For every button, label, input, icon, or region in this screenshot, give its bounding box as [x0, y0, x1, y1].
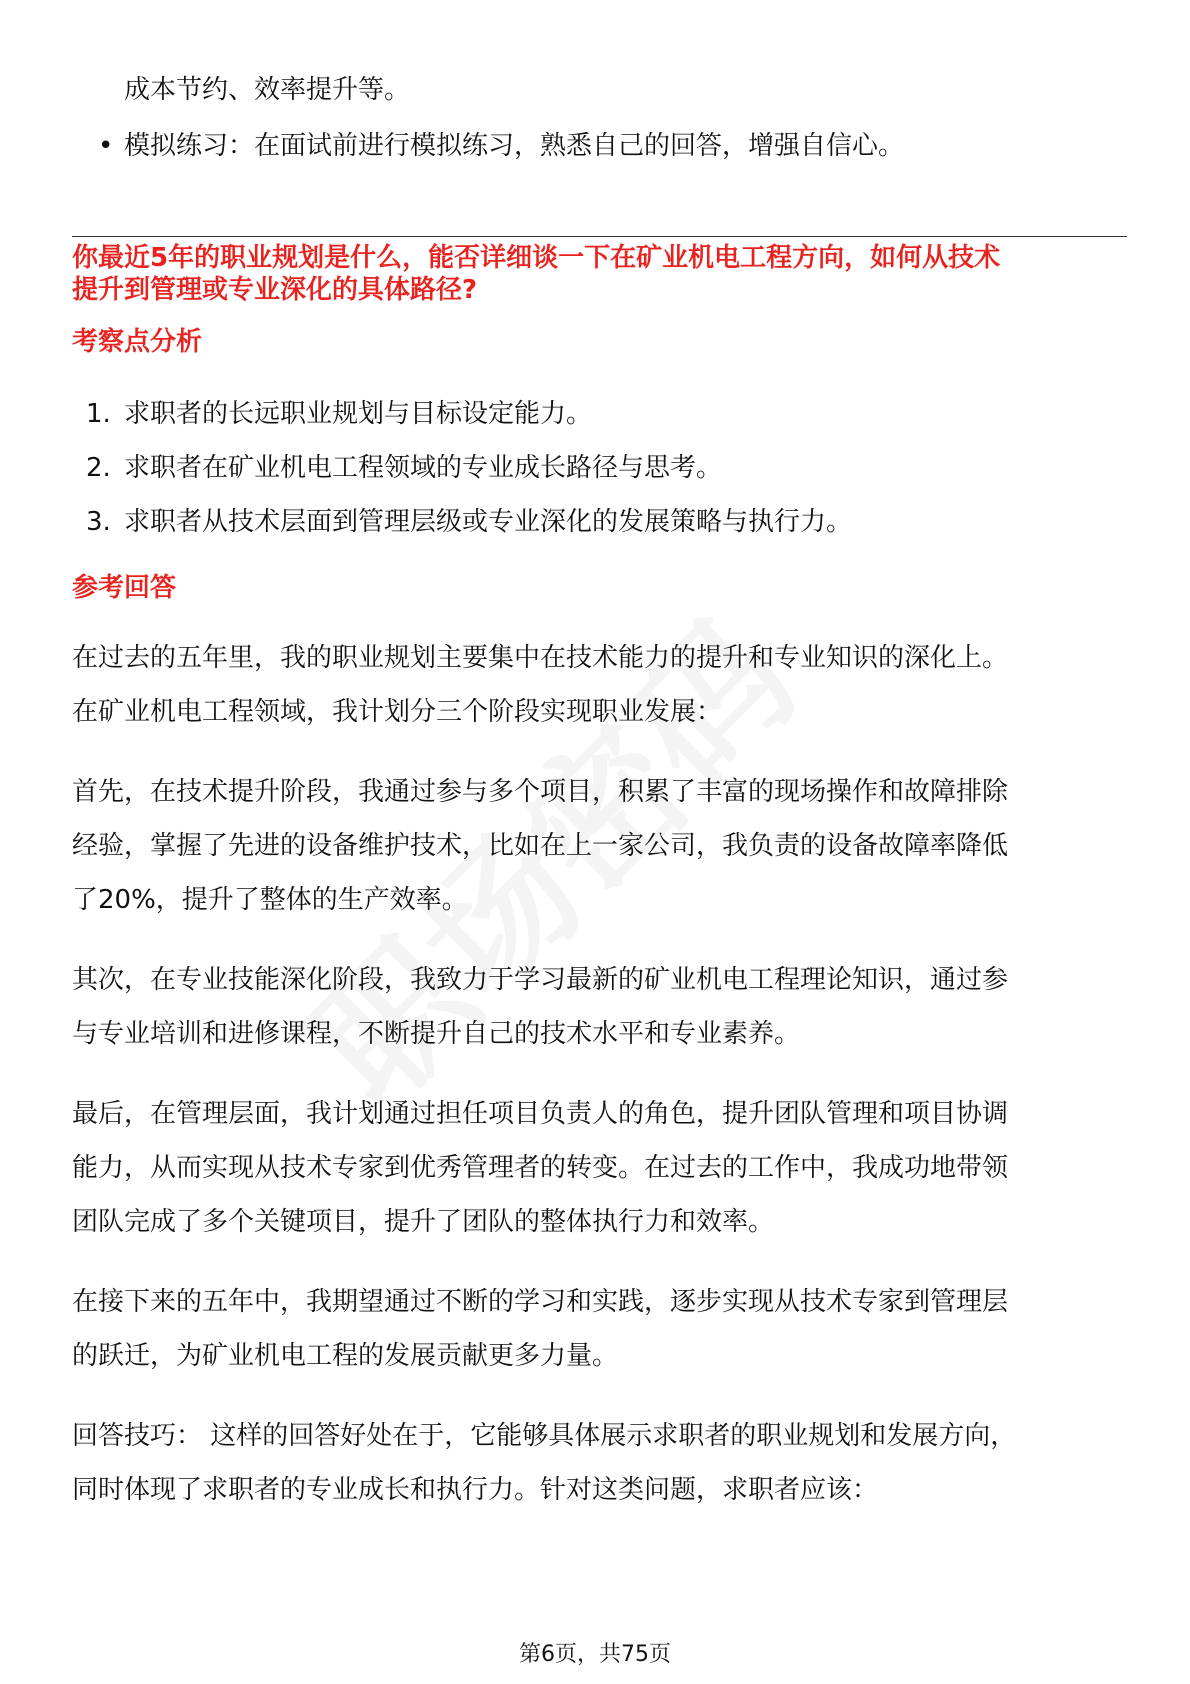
paragraph-line: 的跃迁，为矿业机电工程的发展贡献更多力量。 [72, 1341, 619, 1371]
paragraph-line: 经验，掌握了先进的设备维护技术，比如在上一家公司，我负责的设备故障率降低 [72, 831, 1009, 861]
analysis-heading: 考察点分析 [72, 327, 203, 357]
bullet-dot-icon: • [98, 131, 114, 161]
list-item: 求职者在矿业机电工程领域的专业成长路径与思考。 [124, 453, 723, 483]
list-item: 模拟练习：在面试前进行模拟练习，熟悉自己的回答，增强自信心。 [124, 131, 905, 161]
paragraph-line: 在过去的五年里，我的职业规划主要集中在技术能力的提升和专业知识的深化上。 [72, 643, 1009, 673]
page-footer: 第6页，共75页 [519, 1642, 671, 1667]
answer-heading: 参考回答 [72, 573, 177, 603]
list-item-continuation: 成本节约、效率提升等。 [124, 75, 411, 105]
list-number: 3. [86, 507, 111, 537]
section-divider [72, 236, 1127, 237]
paragraph-line: 团队完成了多个关键项目，提升了团队的整体执行力和效率。 [72, 1207, 775, 1237]
tips-line: 回答技巧： 这样的回答好处在于，它能够具体展示求职者的职业规划和发展方向， [72, 1421, 1017, 1451]
paragraph-line: 首先，在技术提升阶段，我通过参与多个项目，积累了丰富的现场操作和故障排除 [72, 777, 1009, 807]
question-line-1: 你最近5年的职业规划是什么，能否详细谈一下在矿业机电工程方向，如何从技术 [72, 243, 1001, 273]
paragraph-line: 最后，在管理层面，我计划通过担任项目负责人的角色，提升团队管理和项目协调 [72, 1099, 1009, 1129]
tips-line: 同时体现了求职者的专业成长和执行力。针对这类问题，求职者应该： [72, 1475, 879, 1505]
paragraph-line: 在矿业机电工程领域，我计划分三个阶段实现职业发展： [72, 697, 723, 727]
paragraph-line: 在接下来的五年中，我期望通过不断的学习和实践，逐步实现从技术专家到管理层 [72, 1287, 1009, 1317]
list-item: 求职者从技术层面到管理层级或专业深化的发展策略与执行力。 [124, 507, 853, 537]
paragraph-line: 了20%，提升了整体的生产效率。 [72, 885, 468, 915]
list-number: 1. [86, 399, 111, 429]
paragraph-line: 与专业培训和进修课程，不断提升自己的技术水平和专业素养。 [72, 1019, 801, 1049]
paragraph-line: 其次，在专业技能深化阶段，我致力于学习最新的矿业机电工程理论知识，通过参 [72, 965, 1009, 995]
list-number: 2. [86, 453, 111, 483]
question-line-2: 提升到管理或专业深化的具体路径? [72, 275, 478, 305]
list-item: 求职者的长远职业规划与目标设定能力。 [124, 399, 593, 429]
paragraph-line: 能力，从而实现从技术专家到优秀管理者的转变。在过去的工作中，我成功地带领 [72, 1153, 1009, 1183]
